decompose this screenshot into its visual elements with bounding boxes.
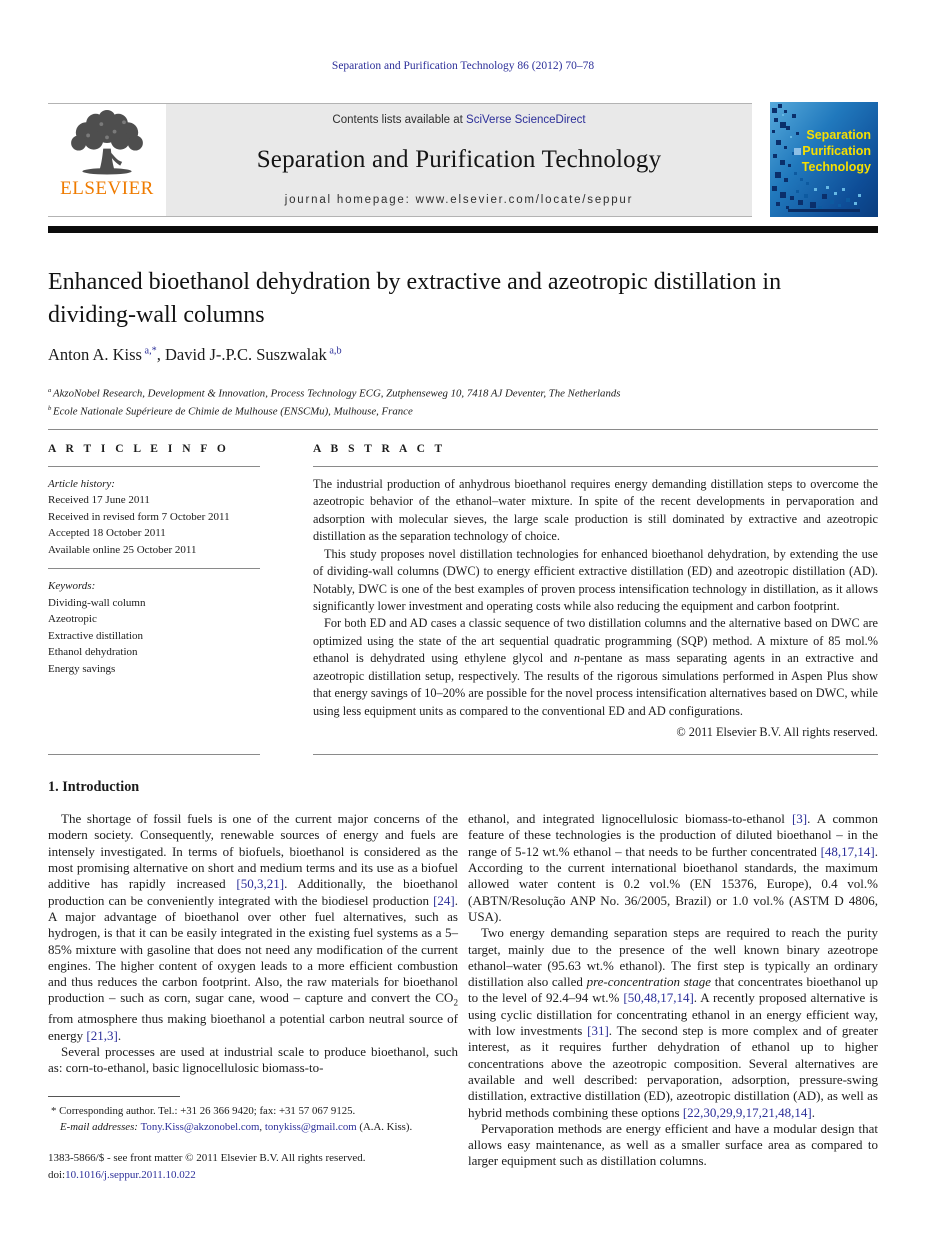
elsevier-tree-icon (59, 109, 155, 177)
body-paragraph (468, 811, 878, 925)
history-item: Accepted 18 October 2011 (48, 527, 166, 540)
text-segment: 2 (453, 998, 458, 1009)
citation-ref[interactable]: [24] (433, 892, 455, 908)
cover-square-icon (794, 148, 801, 155)
history-item: Received in revised form 7 October 2011 (48, 510, 230, 523)
text-segment: . According to the current international bioethanol standards, the maximum allowed water content is 0.2 vol.% (EN 15376, Europe), 0.4 vol.% (ABTN/Resolução ANP No. 36/2005, Brazil) or 1.0 vol.% (ASTM D 4806, USA). (468, 843, 878, 924)
text-segment: For both ED and AD cases a classic sequence of two distillation columns and the alternative based on DWC are optimized using the state of the art sequential quadratic programming (SQP) method. A mixture of 85 mol.% ethanol is dehydrated using ethylene glycol and (313, 616, 878, 666)
journal-title: Separation and Purification Technology (256, 146, 662, 173)
article-history-label: Article history: (48, 477, 115, 490)
text-segment: b (48, 405, 54, 413)
citation-ref[interactable]: [22,30,29,9,17,21,48,14] (682, 1104, 812, 1120)
text-segment: Ecole Nationale Supérieure de Chimie de Mulhouse (ENSCMu), Mulhouse, France (53, 406, 413, 418)
text-segment: doi: (48, 1168, 66, 1181)
rule (48, 568, 260, 569)
first-page-footnotes (48, 1096, 478, 1183)
doi-line (48, 1167, 478, 1184)
body-paragraph (48, 811, 458, 1044)
keywords-label: Keywords: (48, 580, 96, 593)
text-segment: . A major advantage of bioethanol over other fuel alternatives, such as hydrogen, is that it can be easily integrated in the existing fuel systems as a 5–85% mixture with gasoline that does not need any modification of the current engines. The higher content of oxygen leads to a more efficient combustion and thus reduces the carbon footprint. Also, the raw materials for bioethanol production – such as corn, sugar cane, wood – capture and convert the CO (48, 892, 458, 1006)
text-segment: ethanol, and integrated lignocellulosic biomass-to-ethanol (468, 811, 792, 827)
text-segment: Several processes are used at industrial scale to produce bioethanol, such as: corn-to-ethanol, basic lignocellulosic biomass-to- (48, 1043, 458, 1076)
text-segment: . (117, 1027, 122, 1043)
abstract-text (313, 476, 878, 720)
abstract-paragraph (313, 615, 878, 720)
text-link[interactable]: Tony.Kiss@akzonobel.com (140, 1121, 260, 1134)
text-segment: Contents lists available at (332, 114, 467, 126)
body-paragraph (468, 1121, 878, 1170)
contents-lists-line (172, 114, 746, 126)
text-segment: from atmosphere thus making bioethanol a potential carbon neutral source of energy (48, 1011, 458, 1043)
text-segment: . A recently proposed alternative is using cyclic distillation for concentrating ethanol in an energy efficient way, with low investments (468, 990, 878, 1039)
citation-ref[interactable]: [50,3,21] (236, 876, 285, 892)
email-addresses-line (60, 1119, 478, 1135)
keywords-block (48, 578, 260, 677)
paper-title: Enhanced bioethanol dehydration by extractive and azeotropic distillation in dividing-wall columns (48, 269, 782, 328)
citation-ref[interactable]: [48,17,14] (820, 843, 875, 859)
intro-right-column (468, 811, 878, 1170)
keyword-item: Ethanol dehydration (48, 646, 138, 659)
cover-line-1: Separation (806, 128, 871, 142)
text-segment: Anton A. Kiss (48, 345, 142, 364)
text-segment: The shortage of fossil fuels is one of the current major concerns of the modern society. Consequently, renewable sources of energy and fuels are intensely investigated. In terms of biofuels, bioethanol is considered as the most promising alternative on short and medium terms and its use as a biofuel additive has rapidly increased (48, 811, 458, 892)
text-segment: * Corresponding author. Tel.: +31 26 366 9420; fax: +31 57 067 9125. (51, 1105, 356, 1117)
cover-line-2: Purification (794, 143, 871, 159)
abstract-heading: A B S T R A C T (313, 442, 446, 455)
divider-black-bar (48, 226, 878, 233)
text-segment: (A.A. Kiss). (356, 1121, 413, 1134)
citation-ref[interactable]: [3] (791, 811, 808, 827)
text-segment: . The second step is more complex and of greater interest, as it requires further dehydration of ethanol up to higher concentrations above the azeotropic composition. Several alternatives are available and well described: pervaporation, adsorption, pressure-swing distillation, extractive distillation (ED), azeotropic distillation (AD), as well as hybrid methods combining these options (468, 1023, 879, 1120)
elsevier-wordmark: ELSEVIER (60, 178, 154, 199)
body-paragraph (468, 925, 878, 1121)
text-segment: that concentrates bioethanol up to the level of 92.4–94 wt.% (468, 974, 878, 1006)
affiliation-a (48, 385, 878, 403)
text-segment: , David J-.P.C. Suszwalak (156, 345, 327, 364)
text-segment: a (48, 387, 54, 394)
journal-homepage-link[interactable]: journal homepage: www.elsevier.com/locate/seppur (284, 194, 634, 206)
corresponding-author-note (51, 1103, 478, 1119)
text-link[interactable]: tonykiss@gmail.com (264, 1121, 357, 1134)
elsevier-logo (48, 104, 166, 216)
keyword-item: Energy savings (48, 662, 116, 675)
text-segment: , (259, 1121, 265, 1134)
text-segment: The industrial production of anhydrous bioethanol requires energy demanding distillation steps to overcome the azeotropic behavior of the ethanol–water mixture. In spite of the recent developments in pervaporation and adsorption with molecular sieves, the large scale production is still dominated by extractive and azeotropic distillation as the separation technology of choice. (313, 476, 878, 544)
rule (313, 754, 878, 755)
text-segment: E-mail addresses: (60, 1121, 141, 1134)
article-history (48, 476, 260, 559)
text-link[interactable]: a,* (141, 345, 157, 357)
text-segment: . (811, 1104, 816, 1120)
cover-title-text (794, 127, 871, 175)
footnote-rule (48, 1096, 180, 1097)
rule (48, 466, 260, 467)
keyword-item: Extractive distillation (48, 629, 144, 642)
section-heading-introduction: 1. Introduction (48, 779, 140, 796)
journal-cover-thumbnail[interactable] (770, 102, 878, 217)
history-item: Available online 25 October 2011 (48, 543, 197, 556)
keyword-item: Azeotropic (48, 613, 97, 626)
article-info-column (48, 430, 260, 755)
article-info-heading: A R T I C L E I N F O (48, 442, 230, 455)
citation-ref[interactable]: [31] (587, 1023, 609, 1039)
abstract-paragraph (313, 476, 878, 546)
running-head-citation: Separation and Purification Technology 86 (2012) 70–78 (331, 60, 595, 72)
author-line (48, 345, 878, 365)
journal-masthead (48, 102, 878, 217)
text-segment: n (573, 651, 581, 666)
masthead-gray-panel (166, 104, 752, 216)
masthead-banner (48, 103, 752, 217)
text-segment: pre-concentration stage (586, 974, 712, 990)
affiliation-b (48, 403, 878, 421)
rule (48, 754, 260, 755)
copyright-line: © 2011 Elsevier B.V. All rights reserved. (676, 725, 878, 740)
text-segment: . Additionally, the bioethanol production can be conveniently integrated with the biodiesel production (48, 876, 458, 908)
affiliations (48, 385, 878, 422)
abstract-paragraph (313, 546, 878, 616)
text-segment: Two energy demanding separation steps are required to reach the purity target, mainly due to the presence of the well known binary azeotrope ethanol–water (95.63 wt.% ethanol). The first step is typically an ordinary distillation also called (468, 925, 878, 990)
issn-copyright-line: 1383-5866/$ - see front matter © 2011 Elsevier B.V. All rights reserved. (48, 1152, 366, 1165)
body-paragraph (48, 1044, 458, 1077)
history-item: Received 17 June 2011 (48, 494, 150, 507)
rule (313, 466, 878, 467)
cover-footer-microtext (788, 209, 860, 212)
text-segment: -pentane as mass separating agents in an extractive and azeotropic distillation setup, respectively. The results of the rigorous simulations performed in Aspen Plus show that energy savings of 10–20% are possible for the novel process intensification alternatives based on DWC, while using less equipment units as compared to the conventional ED and AD configurations. (313, 651, 878, 718)
text-segment: This study proposes novel distillation technologies for enhanced bioethanol dehydration, by extending the use of dividing-wall columns (DWC) to energy efficient extractive distillation (ED) and azeotropic distillation (AD). Notably, DWC is one of the best examples of proven process intensification technology in distillation, as it allows significantly lower investment and operating costs while also reducing the equipment and carbon footprint. (313, 546, 878, 613)
citation-ref[interactable]: [50,48,17,14] (623, 990, 694, 1006)
article-first-page (48, 0, 879, 1181)
keyword-item: Dividing-wall column (48, 596, 146, 609)
abstract-column (313, 430, 878, 755)
text-link[interactable]: a,b (326, 345, 342, 357)
citation-ref[interactable]: [21,3] (86, 1027, 118, 1043)
text-segment: AkzoNobel Research, Development & Innovation, Process Technology ECG, Zutphenseweg 10, 7418 AJ Deventer, The Netherlands (53, 387, 621, 400)
text-link[interactable]: 10.1016/j.seppur.2011.10.022 (65, 1168, 196, 1181)
info-abstract-block (48, 429, 878, 755)
text-segment: . A common feature of these technologies is the production of diluted bioethanol – in the range of 5-12 wt.% ethanol – that needs to be further concentrated (468, 811, 878, 859)
cover-line-3: Technology (801, 160, 871, 174)
text-link[interactable]: SciVerse ScienceDirect (466, 114, 586, 126)
text-segment: Pervaporation methods are energy efficient and have a modular design that allows easy maintenance, as well as a smaller surface area as compared to larger equipment such as distillation columns. (468, 1120, 878, 1169)
